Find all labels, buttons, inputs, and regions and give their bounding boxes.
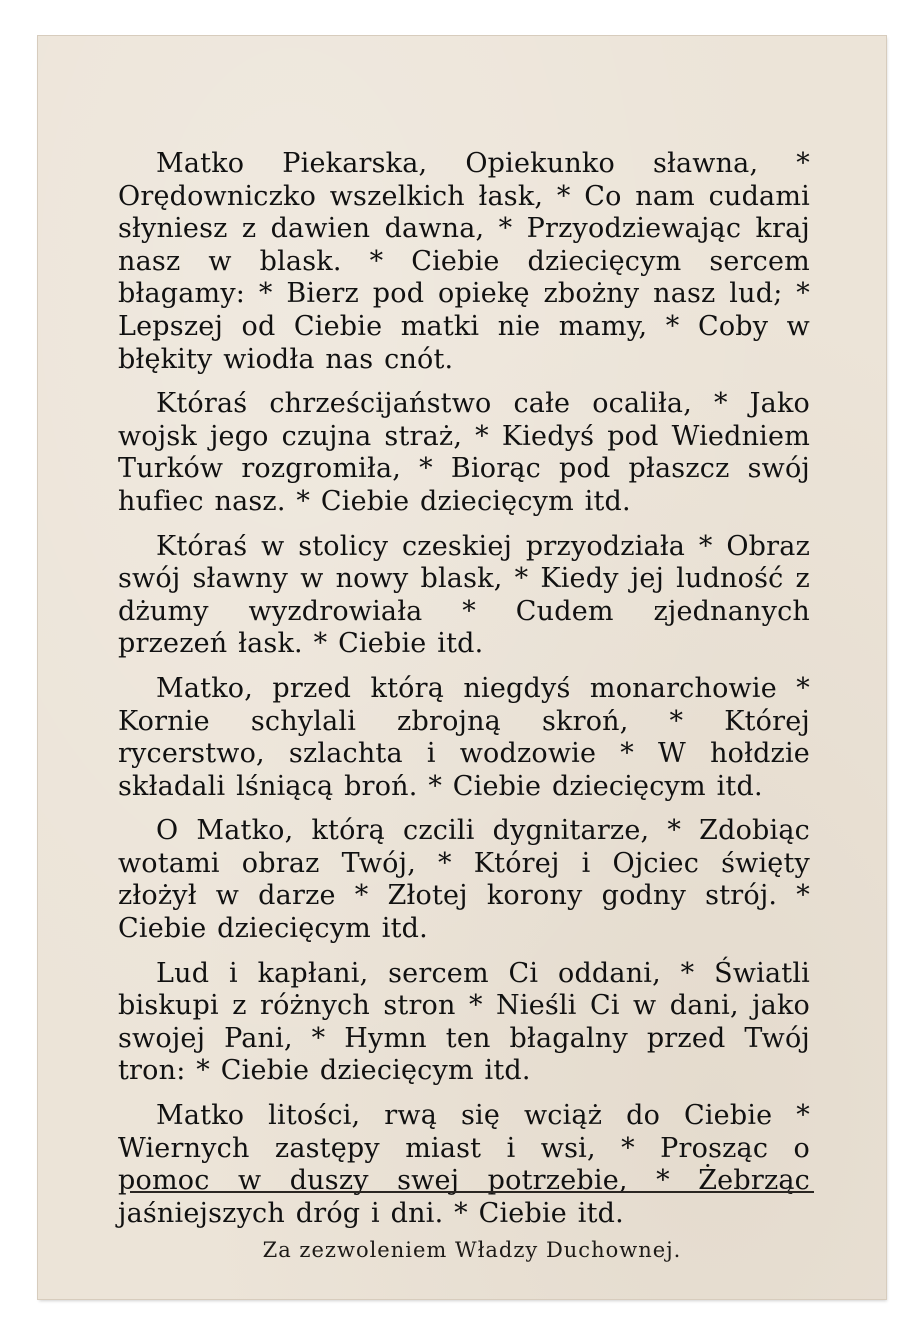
stanza-1: Matko Piekarska, Opiekunko sławna, * Orędowniczko wszelkich łask, * Co nam cudami słyniesz z dawien dawna, * Przyodziewając kraj nasz w blask. * Ciebie dziecięcym sercem błagamy: * Bierz pod opiekę zbożny nasz lud; * Lepszej od Ciebie matki nie mamy, * Coby w błękity wiodła nas cnót. xyxy=(118,148,810,375)
imprimatur-note: Za zezwoleniem Władzy Duchownej. xyxy=(262,1238,682,1262)
prayer-card xyxy=(38,36,886,1299)
stanza-7: Matko litości, rwą się wciąż do Ciebie * Wiernych zastępy miast i wsi, * Prosząc o pomoc w duszy swej potrzebie, * Żebrząc jaśniejszych dróg i dni. * Ciebie itd. xyxy=(118,1100,810,1229)
hymn-text xyxy=(118,148,810,1230)
footer-divider xyxy=(130,1191,814,1193)
stanza-6: Lud i kapłani, sercem Ci oddani, * Światli biskupi z różnych stron * Nieśli Ci w dani, jako swojej Pani, * Hymn ten błagalny przed Twój tron: * Ciebie dziecięcym itd. xyxy=(118,957,810,1087)
stanza-4: Matko, przed którą niegdyś monarchowie * Kornie schylali zbrojną skroń, * Której rycerstwo, szlachta i wodzowie * W hołdzie składali lśniącą broń. * Ciebie dziecięcym itd. xyxy=(118,672,810,802)
stanza-5: O Matko, którą czcili dygnitarze, * Zdobiąc wotami obraz Twój, * Której i Ojciec święty złożył w darze * Złotej korony godny strój. * Ciebie dziecięcym itd. xyxy=(118,815,810,945)
stanza-2: Któraś chrześcijaństwo całe ocaliła, * Jako wojsk jego czujna straż, * Kiedyś pod Wiedniem Turków rozgromiła, * Biorąc pod płaszcz swój hufiec nasz. * Ciebie dziecięcym itd. xyxy=(118,388,810,517)
stanza-3: Któraś w stolicy czeskiej przyodziała * Obraz swój sławny w nowy blask, * Kiedy jej ludność z dżumy wyzdrowiała * Cudem zjednanych przezeń łask. * Ciebie itd. xyxy=(118,530,810,660)
